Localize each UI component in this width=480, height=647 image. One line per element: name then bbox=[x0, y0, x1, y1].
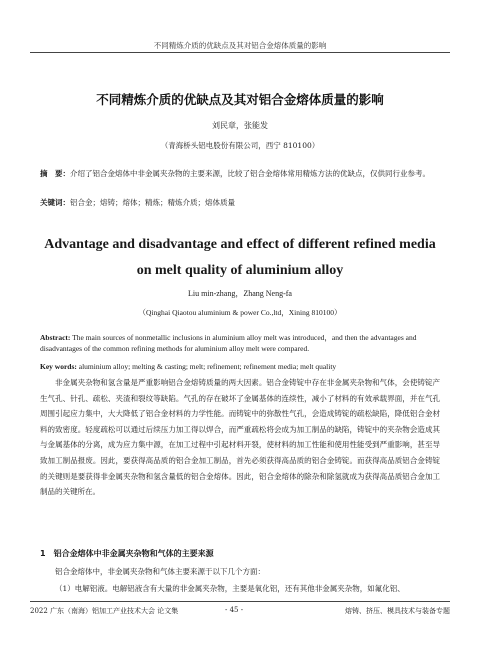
english-keywords-text: aluminium alloy; melting & casting; melt; refinement; refinement media; melt quality bbox=[78, 362, 337, 371]
running-head: 不同精炼介质的优缺点及其对铝合金熔体质量的影响 bbox=[153, 41, 327, 50]
intro-paragraph: 非金属夹杂物和氢含量是严重影响铝合金熔铸质量的两大因素。铝合金铸锭中存在非金属夹杂物和气体，会使铸锭产生气孔、针孔、疏松、夹渣和裂纹等缺陷。气孔的存在破坏了金属基体的连续性，减小了材料的有效承载界面，并在气孔周围引起应力集中，大大降低了铝合金材料的力学性能。而铸锭中的弥散性气孔，会造成铸锭的疏松缺陷，降低铝合金材料的致密度。轻度疏松可以通过后续压力加工得以焊合，而严重疏松将会成为加工制品的缺陷，铸锭中的夹杂物会造成其与金属基体的分离，成为应力集中源，在加工过程中引起材料开裂，使材料的加工性能和使用性能受到严重影响，甚至导致加工制品报废。因此，要获得高品质的铝合金加工制品，首先必须获得高品质的铝合金铸锭。而获得高品质铝合金铸锭的关键则是要获得非金属夹杂物和氢含量低的铝合金熔体。因此，铝合金熔体的除杂和除氢就成为获得高品质铝合金加工制品的关键所在。 bbox=[40, 378, 440, 497]
header-rule bbox=[30, 52, 450, 53]
chinese-abstract-text: 介绍了铝合金熔体中非金属夹杂物的主要来源，比较了铝合金熔体常用精炼方法的优缺点，仅供同行业参考。 bbox=[70, 169, 430, 178]
english-affiliation: （Qinghai Qiaotou aluminium & power Co.,ltd，Xining 810100） bbox=[138, 308, 342, 317]
footer-topic: 熔铸、挤压、模具技术与装备专题 bbox=[345, 607, 450, 615]
chinese-keywords-text: 铝合金；熔铸；熔体；精炼；精炼介质；熔体质量 bbox=[70, 198, 235, 207]
chinese-keywords bbox=[40, 197, 440, 208]
chinese-keywords-label: 关键词： bbox=[40, 198, 70, 207]
section-1-line-1: 铝合金熔体中，非金属夹杂物和气体主要来源于以下几个方面： bbox=[55, 567, 265, 576]
english-title: Advantage and disadvantage and effect of different refined media on melt quality of aluminium alloy bbox=[44, 237, 436, 278]
chinese-abstract-label: 摘 要： bbox=[40, 169, 70, 178]
english-abstract-label: Abstract: bbox=[40, 333, 71, 342]
chinese-title: 不同精炼介质的优缺点及其对铝合金熔体质量的影响 bbox=[96, 92, 384, 107]
chinese-abstract bbox=[40, 167, 440, 180]
page-number: - 45 - bbox=[225, 606, 244, 614]
english-authors: Liu min-zhang，Zhang Neng-fa bbox=[188, 289, 292, 298]
chinese-affiliation: （青海桥头铝电股份有限公司，西宁 810100） bbox=[160, 141, 320, 150]
chinese-authors: 刘民章，张能发 bbox=[212, 121, 268, 130]
footer-rule bbox=[30, 601, 450, 602]
section-1-heading: 1 铝合金熔体中非金属夹杂物和气体的主要来源 bbox=[40, 549, 214, 558]
footer-proceedings: 2022 广东（南海）铝加工产业技术大会 论文集 bbox=[30, 607, 179, 615]
english-keywords bbox=[40, 362, 440, 371]
english-abstract bbox=[40, 332, 440, 354]
english-abstract-text: The main sources of nonmetallic inclusions in aluminium alloy melt was introduced，and then the advantages and disadvantages of the common refining methods for aluminium alloy melt were compared. bbox=[40, 333, 417, 353]
english-keywords-label: Key words: bbox=[40, 362, 77, 371]
section-1-line-2: （1）电解铝液。电解铝液含有大量的非金属夹杂物，主要是氧化铝，还有其他非金属夹杂物，如氟化铝、 bbox=[55, 584, 405, 593]
